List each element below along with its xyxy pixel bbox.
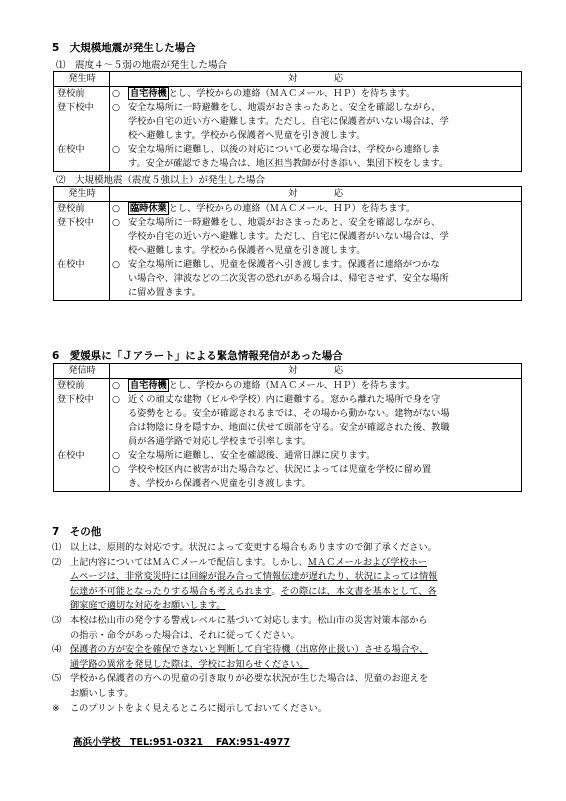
action-text: 安全な場所に避難し、以後の対応について必要な場合は、学校から連絡しま	[128, 144, 441, 155]
bullet-mark: ○	[112, 144, 121, 155]
row-label-before-school: 登校前	[57, 380, 85, 391]
section-5-title: 5 大規模地震が発生した場合	[52, 42, 196, 54]
underlined-text: 伝達が不可能となったりする場合も考えられます	[70, 585, 272, 597]
row-label-before-school: 登校前	[57, 203, 85, 214]
table-header-left: 発信時	[54, 364, 110, 379]
item-text: 。	[271, 585, 281, 597]
action-text: 校へ避難します。学校から保護者へ児童を引き渡します。	[128, 130, 366, 141]
section-6-title: 6 愛媛県に「Ｊアラート」による緊急情報発信があった場合	[52, 350, 343, 362]
boxed-keyword: 自宅待機	[130, 380, 167, 391]
action-text: す。安全が確認できた場合は、地区担当教師が付き添い、集団下校をします。	[128, 158, 449, 169]
table-row-labels	[54, 379, 110, 492]
action-text: とし、学校からの連絡（ＭＡＣメール、ＨＰ）を待ちます。	[168, 88, 416, 99]
note-text: このプリントをよく見えるところに掲示しておいてください。	[70, 702, 327, 714]
list-item	[52, 614, 532, 629]
action-text: 員が各通学路で対応し学校まで引率します。	[128, 436, 312, 447]
action-text: 近くの頑丈な建物（ビルや学校）内に避難する。窓から離れた場所で身を守	[128, 394, 441, 405]
bullet-mark: ○	[112, 88, 121, 99]
table-header-left: 発生時	[54, 72, 110, 87]
section-5-1-title: ⑴ 震度４～５弱の地震が発生した場合	[56, 60, 228, 71]
row-label-at-school: 在校中	[57, 144, 85, 155]
action-text: き、学校から保護者へ児童を引き渡します。	[128, 478, 311, 489]
action-text: 安全な場所に避難し、児童を保護者へ引き渡します。保護者に連絡がつかな	[128, 259, 440, 270]
bullet-mark: ○	[112, 259, 121, 270]
table-row-actions	[110, 202, 522, 301]
action-text: とし、学校からの連絡（ＭＡＣメール、ＨＰ）を待ちます。	[168, 203, 416, 214]
row-label-commute: 登下校中	[57, 102, 94, 113]
note-item	[52, 702, 532, 717]
action-text: い場合や、津波などの二次災害の恐れがある場合は、帰宅させず、安全な場所	[128, 273, 449, 284]
row-label-before-school: 登校前	[57, 88, 85, 99]
table-row-labels	[54, 87, 110, 172]
row-label-at-school: 在校中	[57, 450, 85, 461]
boxed-keyword: 自宅待機	[130, 88, 167, 99]
bullet-mark: ○	[112, 464, 121, 475]
table-header-left: 発生時	[54, 187, 110, 202]
action-text: 安全な場所に一時避難をし、地震がおさまったあと、安全を確認しながら、	[128, 217, 441, 228]
bullet-mark: ○	[112, 102, 121, 113]
earthquake-large-table	[53, 186, 522, 301]
bullet-mark: ○	[112, 450, 121, 461]
underlined-text: 通学路の異常を発見した際は、学校にお知らせください。	[70, 658, 309, 670]
list-item	[52, 643, 532, 658]
item-number: ⑴	[52, 542, 62, 553]
school-contact: 高浜小学校 TEL:951-0321 FAX:951-4977	[73, 737, 290, 748]
item-text: 以上は、原則的な対応です。状況によって変更する場合もありますので御了承ください。	[70, 542, 437, 553]
action-text: 安全な場所に一時避難をし、地震がおさまったあと、安全を確認しながら、	[128, 102, 441, 113]
table-header-right: 対 応	[110, 187, 522, 202]
list-item	[52, 672, 532, 687]
table-header-right: 対 応	[110, 364, 522, 379]
action-text: 学校か自宅の近い方へ避難します。ただし、自宅に保護者がいない場合は、学	[128, 231, 449, 242]
list-item	[52, 541, 532, 556]
boxed-keyword: 臨時休業	[130, 203, 167, 214]
row-label-at-school: 在校中	[57, 259, 85, 270]
table-row-actions	[110, 87, 522, 172]
item-text: の指示・命令があった場合は、それに従ってください。	[70, 629, 300, 641]
bullet-mark: ○	[112, 217, 121, 228]
action-text: 校へ避難します。学校から保護者へ児童を引き渡します。	[128, 245, 366, 256]
action-text: 安全な場所に避難し、安全を確認後、通常日課に戻ります。	[128, 450, 376, 461]
section-5-2-title: ⑵ 大規模地震（震度５強以上）が発生した場合	[56, 175, 266, 186]
item-number: ⑷	[52, 644, 62, 656]
underlined-text: ＭＡＣメールおよび学校ホー	[307, 556, 428, 568]
action-text: 合は物陰に身を隠すか、地面に伏せて頭部を守る。安全が確認された後、教職	[128, 422, 450, 433]
j-alert-table	[53, 363, 522, 492]
item-number: ⑸	[52, 673, 62, 685]
underlined-text: その際には、本文書を基本として、各	[280, 585, 437, 597]
item-text: 上記内容についてはＭＡＣメールで配信します。しかし、	[70, 556, 308, 568]
underlined-text: 保護者の方が安全を確保できないと判断して自宅待機（出席停止扱い）させる場合や、	[70, 644, 429, 656]
item-text: 学校から保護者の方への児童の引き取りが必要な状況が生じた場合は、児童のお迎えを	[70, 673, 429, 685]
bullet-mark: ○	[112, 394, 121, 405]
action-text: とし、学校からの連絡（ＭＡＣメール、ＨＰ）を待ちます。	[168, 380, 416, 391]
item-number: ⑶	[52, 614, 62, 626]
action-text: 学校や校区内に被害が出た場合など、状況によっては児童を学校に留め置	[128, 464, 432, 475]
underlined-text: 御家庭で適切な対応をお願いします。	[70, 600, 226, 612]
item-text: 本校は松山市の発令する警戒レベルに基づいて対応します。松山市の災害対策本部から	[70, 614, 428, 626]
earthquake-small-table	[53, 71, 522, 172]
table-header-right: 対 応	[110, 72, 522, 87]
row-label-commute: 登下校中	[57, 394, 94, 405]
action-text: る姿勢をとる。安全が確認されるまでは、その場から動かない。建物がない場	[128, 408, 450, 419]
list-item	[52, 556, 532, 571]
row-label-commute: 登下校中	[57, 217, 94, 228]
table-row-actions	[110, 379, 522, 492]
bullet-mark: ○	[112, 203, 121, 214]
bullet-mark: ○	[112, 380, 121, 391]
item-text: お願いします。	[70, 687, 134, 699]
underlined-text: ムページは、非常変災時には回線が混み合って情報伝達が遅れたり、状況によっては情報	[70, 571, 438, 583]
section-7-title: 7 その他	[52, 526, 102, 538]
item-number: ⑵	[52, 556, 62, 568]
action-text: に留め置きます。	[128, 287, 201, 298]
table-row-labels	[54, 202, 110, 301]
action-text: 学校か自宅の近い方へ避難します。ただし、自宅に保護者がいない場合は、学	[128, 116, 449, 127]
note-mark: ※	[52, 702, 60, 714]
notes-list	[52, 541, 532, 716]
